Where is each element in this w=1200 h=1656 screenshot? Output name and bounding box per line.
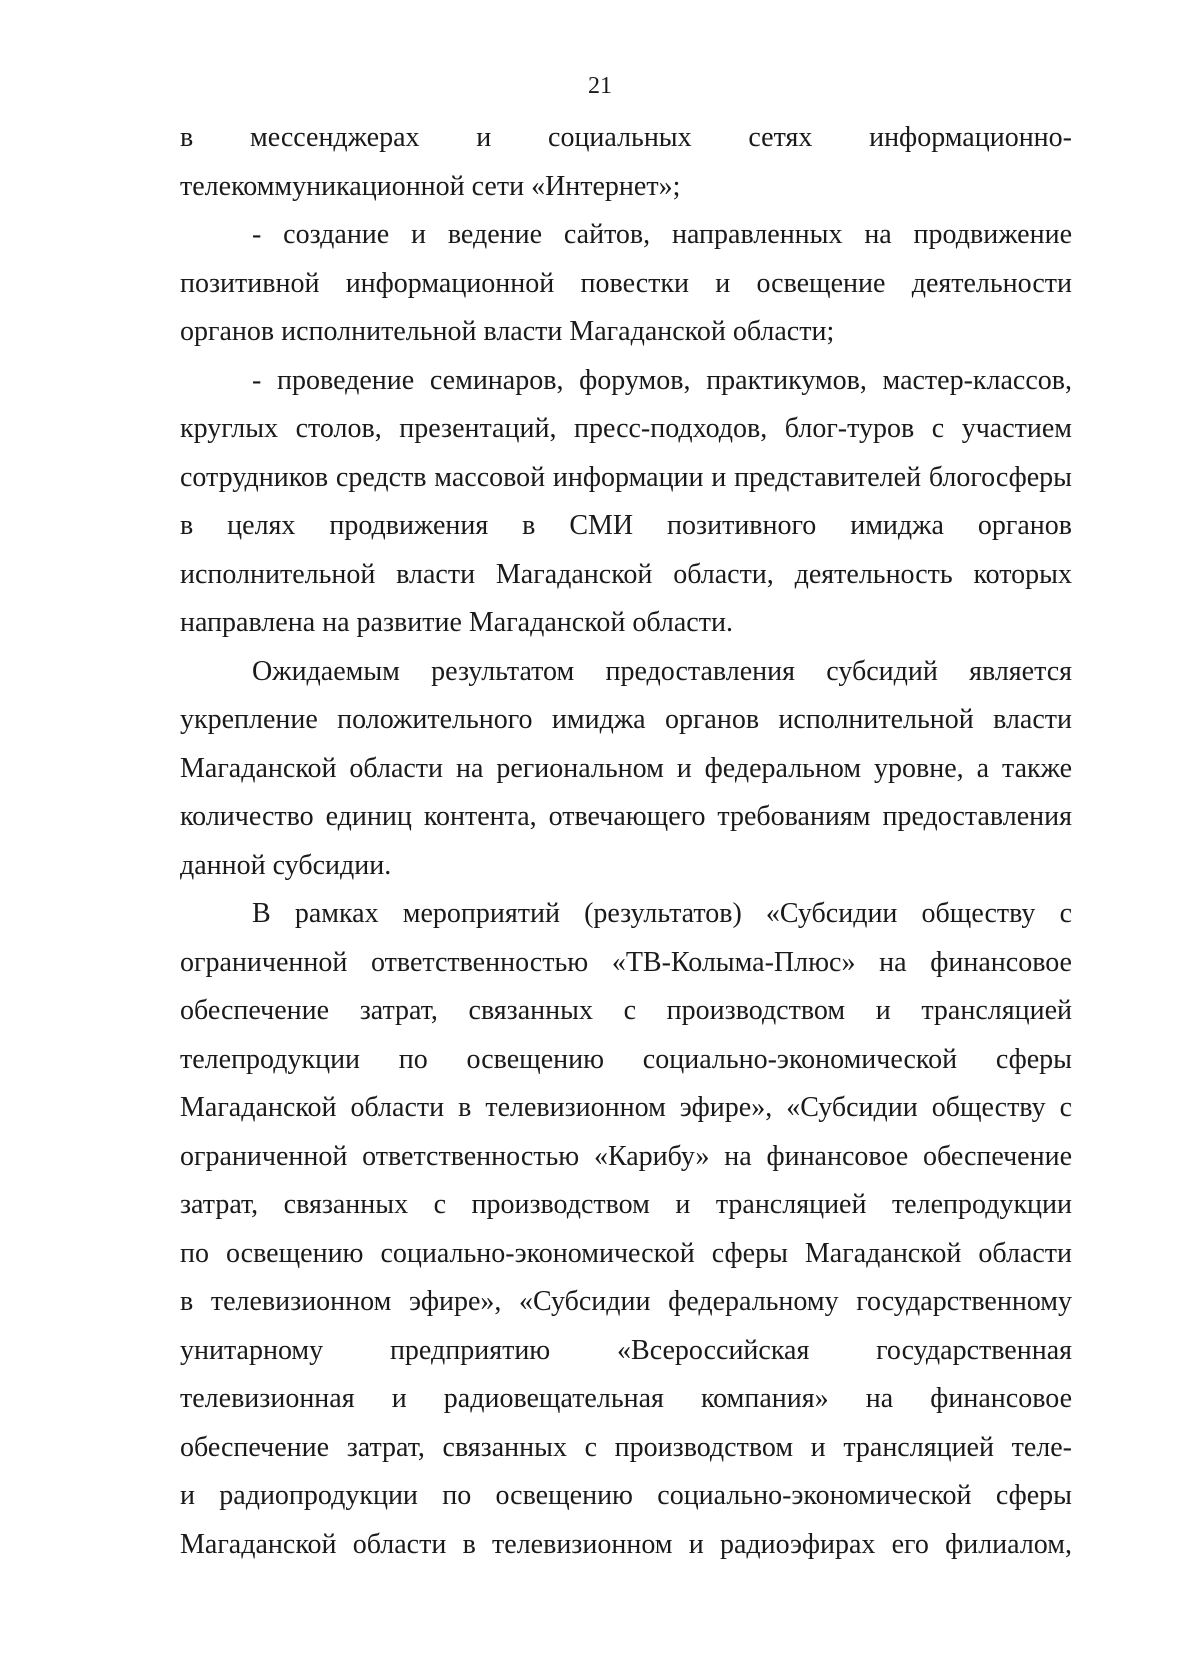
text-line: - проведение семинаров, форумов, практикумов, мастер-классов, bbox=[252, 364, 1072, 396]
document-body bbox=[180, 114, 1072, 1569]
text-line: количество единиц контента, отвечающего требованиям предоставления bbox=[180, 801, 1072, 832]
text-line: и радиопродукции по освещению социально-экономической сферы bbox=[180, 1480, 1072, 1511]
text-line: Магаданской области в телевизионном эфире», «Субсидии обществу с bbox=[180, 1092, 1072, 1123]
text-line: ограниченной ответственностью «ТВ-Колыма-Плюс» на финансовое bbox=[180, 946, 1072, 978]
text-line: сотрудников средств массовой информации и представителей блогосферы bbox=[180, 461, 1072, 493]
text-line: обеспечение затрат, связанных с производством и трансляцией bbox=[180, 995, 1072, 1026]
text-line: телекоммуникационной сети «Интернет»; bbox=[180, 170, 681, 202]
text-line: в телевизионном эфире», «Субсидии федеральному государственному bbox=[180, 1286, 1072, 1317]
text-line: телепродукции по освещению социально-экономической сферы bbox=[180, 1043, 1072, 1075]
text-line: унитарному предприятию «Всероссийская государственная bbox=[180, 1334, 1072, 1366]
text-line: телевизионная и радиовещательная компания» на финансовое bbox=[180, 1383, 1072, 1414]
text-line: В рамках мероприятий (результатов) «Субсидии обществу с bbox=[252, 898, 1072, 929]
text-line: Магаданской области в телевизионном и радиоэфирах его филиалом, bbox=[180, 1528, 1072, 1560]
text-line: органов исполнительной власти Магаданской области; bbox=[180, 316, 835, 347]
text-line: круглых столов, презентаций, пресс-подходов, блог-туров с участием bbox=[180, 413, 1072, 444]
page-number: 21 bbox=[588, 73, 612, 99]
text-line: в целях продвижения в СМИ позитивного имиджа органов bbox=[180, 510, 1072, 541]
text-line: позитивной информационной повестки и освещение деятельности bbox=[180, 267, 1072, 299]
text-line: укрепление положительного имиджа органов исполнительной власти bbox=[180, 704, 1072, 735]
text-line: затрат, связанных с производством и трансляцией телепродукции bbox=[180, 1189, 1072, 1220]
text-line: Магаданской области на региональном и федеральном уровне, а также bbox=[180, 752, 1072, 784]
text-line: исполнительной власти Магаданской области, деятельность которых bbox=[180, 558, 1072, 590]
text-line: в мессенджерах и социальных сетях информационно- bbox=[180, 122, 1072, 153]
text-line: Ожидаемым результатом предоставления субсидий является bbox=[252, 655, 1072, 687]
text-line: ограниченной ответственностью «Карибу» на финансовое обеспечение bbox=[180, 1140, 1072, 1172]
text-line: по освещению социально-экономической сферы Магаданской области bbox=[180, 1237, 1072, 1269]
text-line: направлена на развитие Магаданской области. bbox=[180, 607, 733, 638]
text-line: данной субсидии. bbox=[180, 849, 392, 881]
text-line: обеспечение затрат, связанных с производством и трансляцией теле- bbox=[180, 1431, 1072, 1463]
text-line: - создание и ведение сайтов, направленных на продвижение bbox=[252, 219, 1072, 250]
